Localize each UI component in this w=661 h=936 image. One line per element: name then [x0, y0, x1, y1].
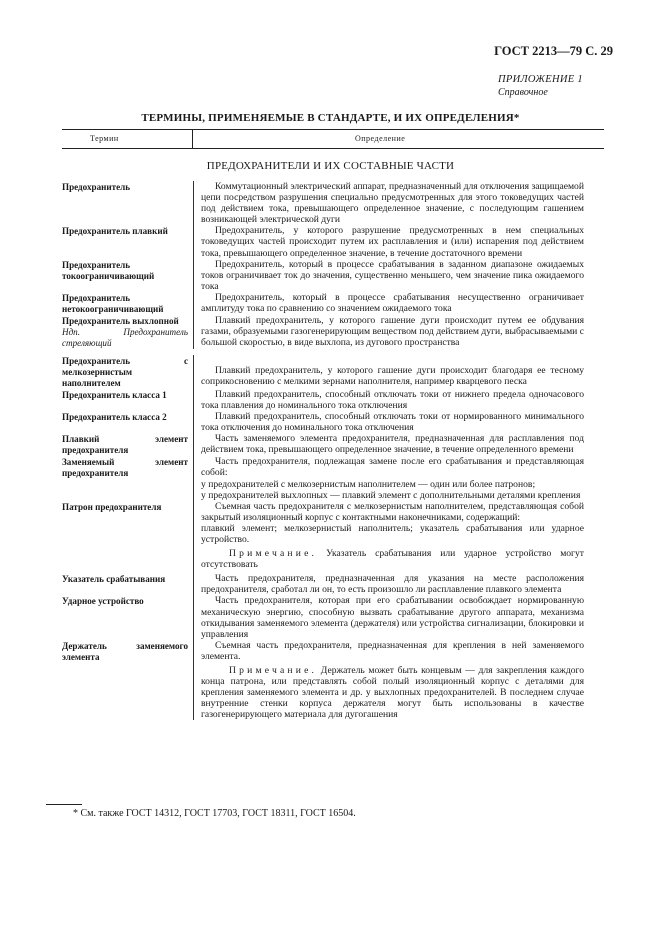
definition-paragraph: плавкий элемент; мелкозернистый наполнитель; указатель срабатывания или ударное устройство.	[201, 522, 584, 545]
table-row	[62, 595, 584, 639]
definition	[201, 292, 584, 314]
definition	[201, 259, 584, 292]
note-text: Держатель может быть концевым — для закрепления каждого конца патрона, или представлять собой полый изоляционный корпус с деталями для крепления заменяемого элемента и др. у выхлопных предохранителей. В последнем случае внутренние стенки корпуса держателя могут быть использованы в качестве газогенерирующего материала для дугогашения	[201, 665, 584, 721]
term: Предохранитель выхлопной	[62, 315, 179, 326]
table-row	[62, 259, 584, 292]
table-row	[62, 640, 584, 721]
definition	[201, 355, 584, 387]
column-divider	[193, 573, 194, 595]
table-row	[62, 501, 584, 574]
column-divider	[193, 292, 194, 315]
section-title: ПРЕДОХРАНИТЕЛИ И ИХ СОСТАВНЫЕ ЧАСТИ	[206, 160, 455, 172]
table-header-bottom-rule	[62, 148, 604, 149]
term-deprecated: Ндп. Предохранитель стреляющий	[62, 326, 188, 348]
definition	[201, 411, 584, 433]
definition-note	[201, 665, 584, 720]
term: Предохранитель с мелкозернистым наполнителем	[62, 355, 188, 388]
term: Указатель срабатывания	[62, 574, 166, 585]
definition	[201, 640, 584, 721]
definition-paragraph: Часть предохранителя, которая при его срабатывании освобождает нормированную механическую энергию, способную вызвать срабатывание другого аппарата, механизма откидывания заменяемого элемента (держателя) или устройства сигнализации, блокировки и управления	[201, 595, 584, 640]
appendix-label: ПРИЛОЖЕНИЕ 1	[498, 74, 583, 85]
term: Предохранитель нетокоограничивающий	[62, 292, 164, 314]
note-label: Примечание.	[229, 548, 318, 560]
definition-paragraph: Предохранитель, у которого разрушение предусмотренных в нем специальных токоведущих частей происходит путем их расплавления и (или) испарения под действием тока, превышающего определенное значение, в течение достаточного времени	[201, 225, 584, 259]
term-block	[62, 315, 188, 349]
column-divider	[193, 501, 194, 574]
term: Предохранитель класса 1	[62, 389, 167, 400]
definition-paragraph: Плавкий предохранитель, способный отключать токи от нижнего предела одночасового тока плавления до номинального тока отключения	[201, 388, 584, 412]
definition	[201, 573, 584, 595]
note-text: Указатель срабатывания или ударное устройство могут отсутствовать	[201, 548, 584, 571]
column-header-term: Термин	[90, 134, 119, 143]
definition	[201, 433, 584, 455]
column-divider	[193, 640, 194, 721]
page-header-ref: ГОСТ 2213—79 С. 29	[494, 44, 613, 58]
table-header-top-rule	[62, 129, 604, 130]
table-row	[62, 225, 584, 258]
definition	[201, 225, 584, 258]
term: Предохранитель	[62, 182, 131, 192]
term: Держатель заменяемого элемента	[62, 640, 188, 662]
definition-paragraph: Часть предохранителя, предназначенная для указания на месте расположения предохранителя, сработал ли он, то есть произошло ли расплавление плавкого элемента	[201, 573, 584, 596]
definition	[201, 595, 584, 639]
column-divider	[193, 355, 194, 389]
term: Предохранитель плавкий	[62, 226, 168, 237]
table-row	[62, 411, 584, 433]
footnote: * См. также ГОСТ 14312, ГОСТ 17703, ГОСТ 18311, ГОСТ 16504.	[73, 808, 356, 819]
column-divider	[193, 389, 194, 411]
definition-paragraph: Предохранитель, который в процессе срабатывания в заданном диапазоне ожидаемых токов ограничивает ток до значения, существенно меньшего, чем значение пика ожидаемого тока	[201, 258, 584, 292]
definition	[201, 456, 584, 500]
table-row	[62, 573, 584, 595]
term: Патрон предохранителя	[62, 501, 162, 512]
table-row	[62, 292, 584, 315]
definition-paragraph: у предохранителей с мелкозернистым наполнителем — один или более патронов;	[201, 478, 536, 490]
appendix-type: Справочное	[498, 87, 548, 98]
term: Плавкий элемент предохранителя	[62, 434, 188, 456]
definition	[201, 389, 584, 411]
definition-paragraph: Часть предохранителя, подлежащая замене после его срабатывания и представляющая собой:	[201, 456, 584, 479]
definition-paragraph: Съемная часть предохранителя с мелкозернистым наполнителем, представляющая собой закрытый изоляционный корпус с контактными наконечниками, содержащий:	[201, 500, 584, 523]
definition	[201, 315, 584, 348]
term: Ударное устройство	[62, 596, 144, 607]
definition-paragraph: у предохранителей выхлопных — плавкий элемент с дополнительными деталями крепления	[201, 489, 581, 501]
table-header-separator	[192, 129, 193, 148]
column-divider	[193, 456, 194, 500]
definition-paragraph: Предохранитель, который в процессе срабатывания несущественно ограничивает амплитуду тока по сравнению со значением ожидаемого тока	[201, 291, 584, 315]
term: Предохранитель токоограничивающий	[62, 259, 155, 281]
definition-paragraph: Коммутационный электрический аппарат, предназначенный для отключения защищаемой цепи посредством разрушения специально предусмотренных для этого токоведущих частей под действием тока, превышающего определенное значение, с последующим гашением возникающей электрической дуги	[201, 181, 584, 226]
table-row	[62, 355, 584, 389]
table-row	[62, 389, 584, 411]
terms-table-body	[62, 181, 584, 720]
column-divider	[193, 181, 194, 225]
definition-paragraph: Часть заменяемого элемента предохранителя, предназначенная для расплавления под действием тока, превышающего определенное значение, в течение определенного времени	[201, 433, 584, 456]
definition-paragraph: Плавкий предохранитель, способный отключать токи от нормированного минимального тока отключения до номинального тока отключения	[201, 411, 584, 434]
column-divider	[193, 411, 194, 433]
term: Предохранитель класса 2	[62, 412, 167, 423]
column-divider	[193, 433, 194, 456]
column-divider	[193, 315, 194, 349]
definition-paragraph: Плавкий предохранитель, у которого гашение дуги происходит благодаря ее тесному соприкосновению с мелкими зернами наполнителя, например кварцевого песка	[201, 364, 584, 388]
column-header-definition: Определение	[355, 134, 406, 143]
definition-paragraph: Съемная часть предохранителя, предназначенная для крепления в ней заменяемого элемента.	[201, 639, 584, 662]
table-row	[62, 433, 584, 456]
column-divider	[193, 595, 194, 639]
definition-note	[201, 548, 584, 570]
table-row	[62, 315, 584, 349]
table-row	[62, 181, 584, 225]
definition	[201, 501, 584, 574]
column-divider	[193, 225, 194, 258]
column-divider	[193, 259, 194, 292]
table-row	[62, 456, 584, 500]
term: Заменяемый элемент предохранителя	[62, 457, 188, 479]
definition	[201, 181, 584, 225]
note-label: Примечание.	[229, 665, 318, 676]
footnote-rule	[46, 804, 82, 805]
document-title: ТЕРМИНЫ, ПРИМЕНЯЕМЫЕ В СТАНДАРТЕ, И ИХ ОПРЕДЕЛЕНИЯ*	[141, 112, 520, 124]
definition-paragraph: Плавкий предохранитель, у которого гашение дуги происходит путем ее обдувания газами, образуемыми газогенерирующим веществом под действием дуги, выбрасываемыми с большой скоростью, в виде выхлопа, из дугового пространства	[201, 314, 584, 349]
